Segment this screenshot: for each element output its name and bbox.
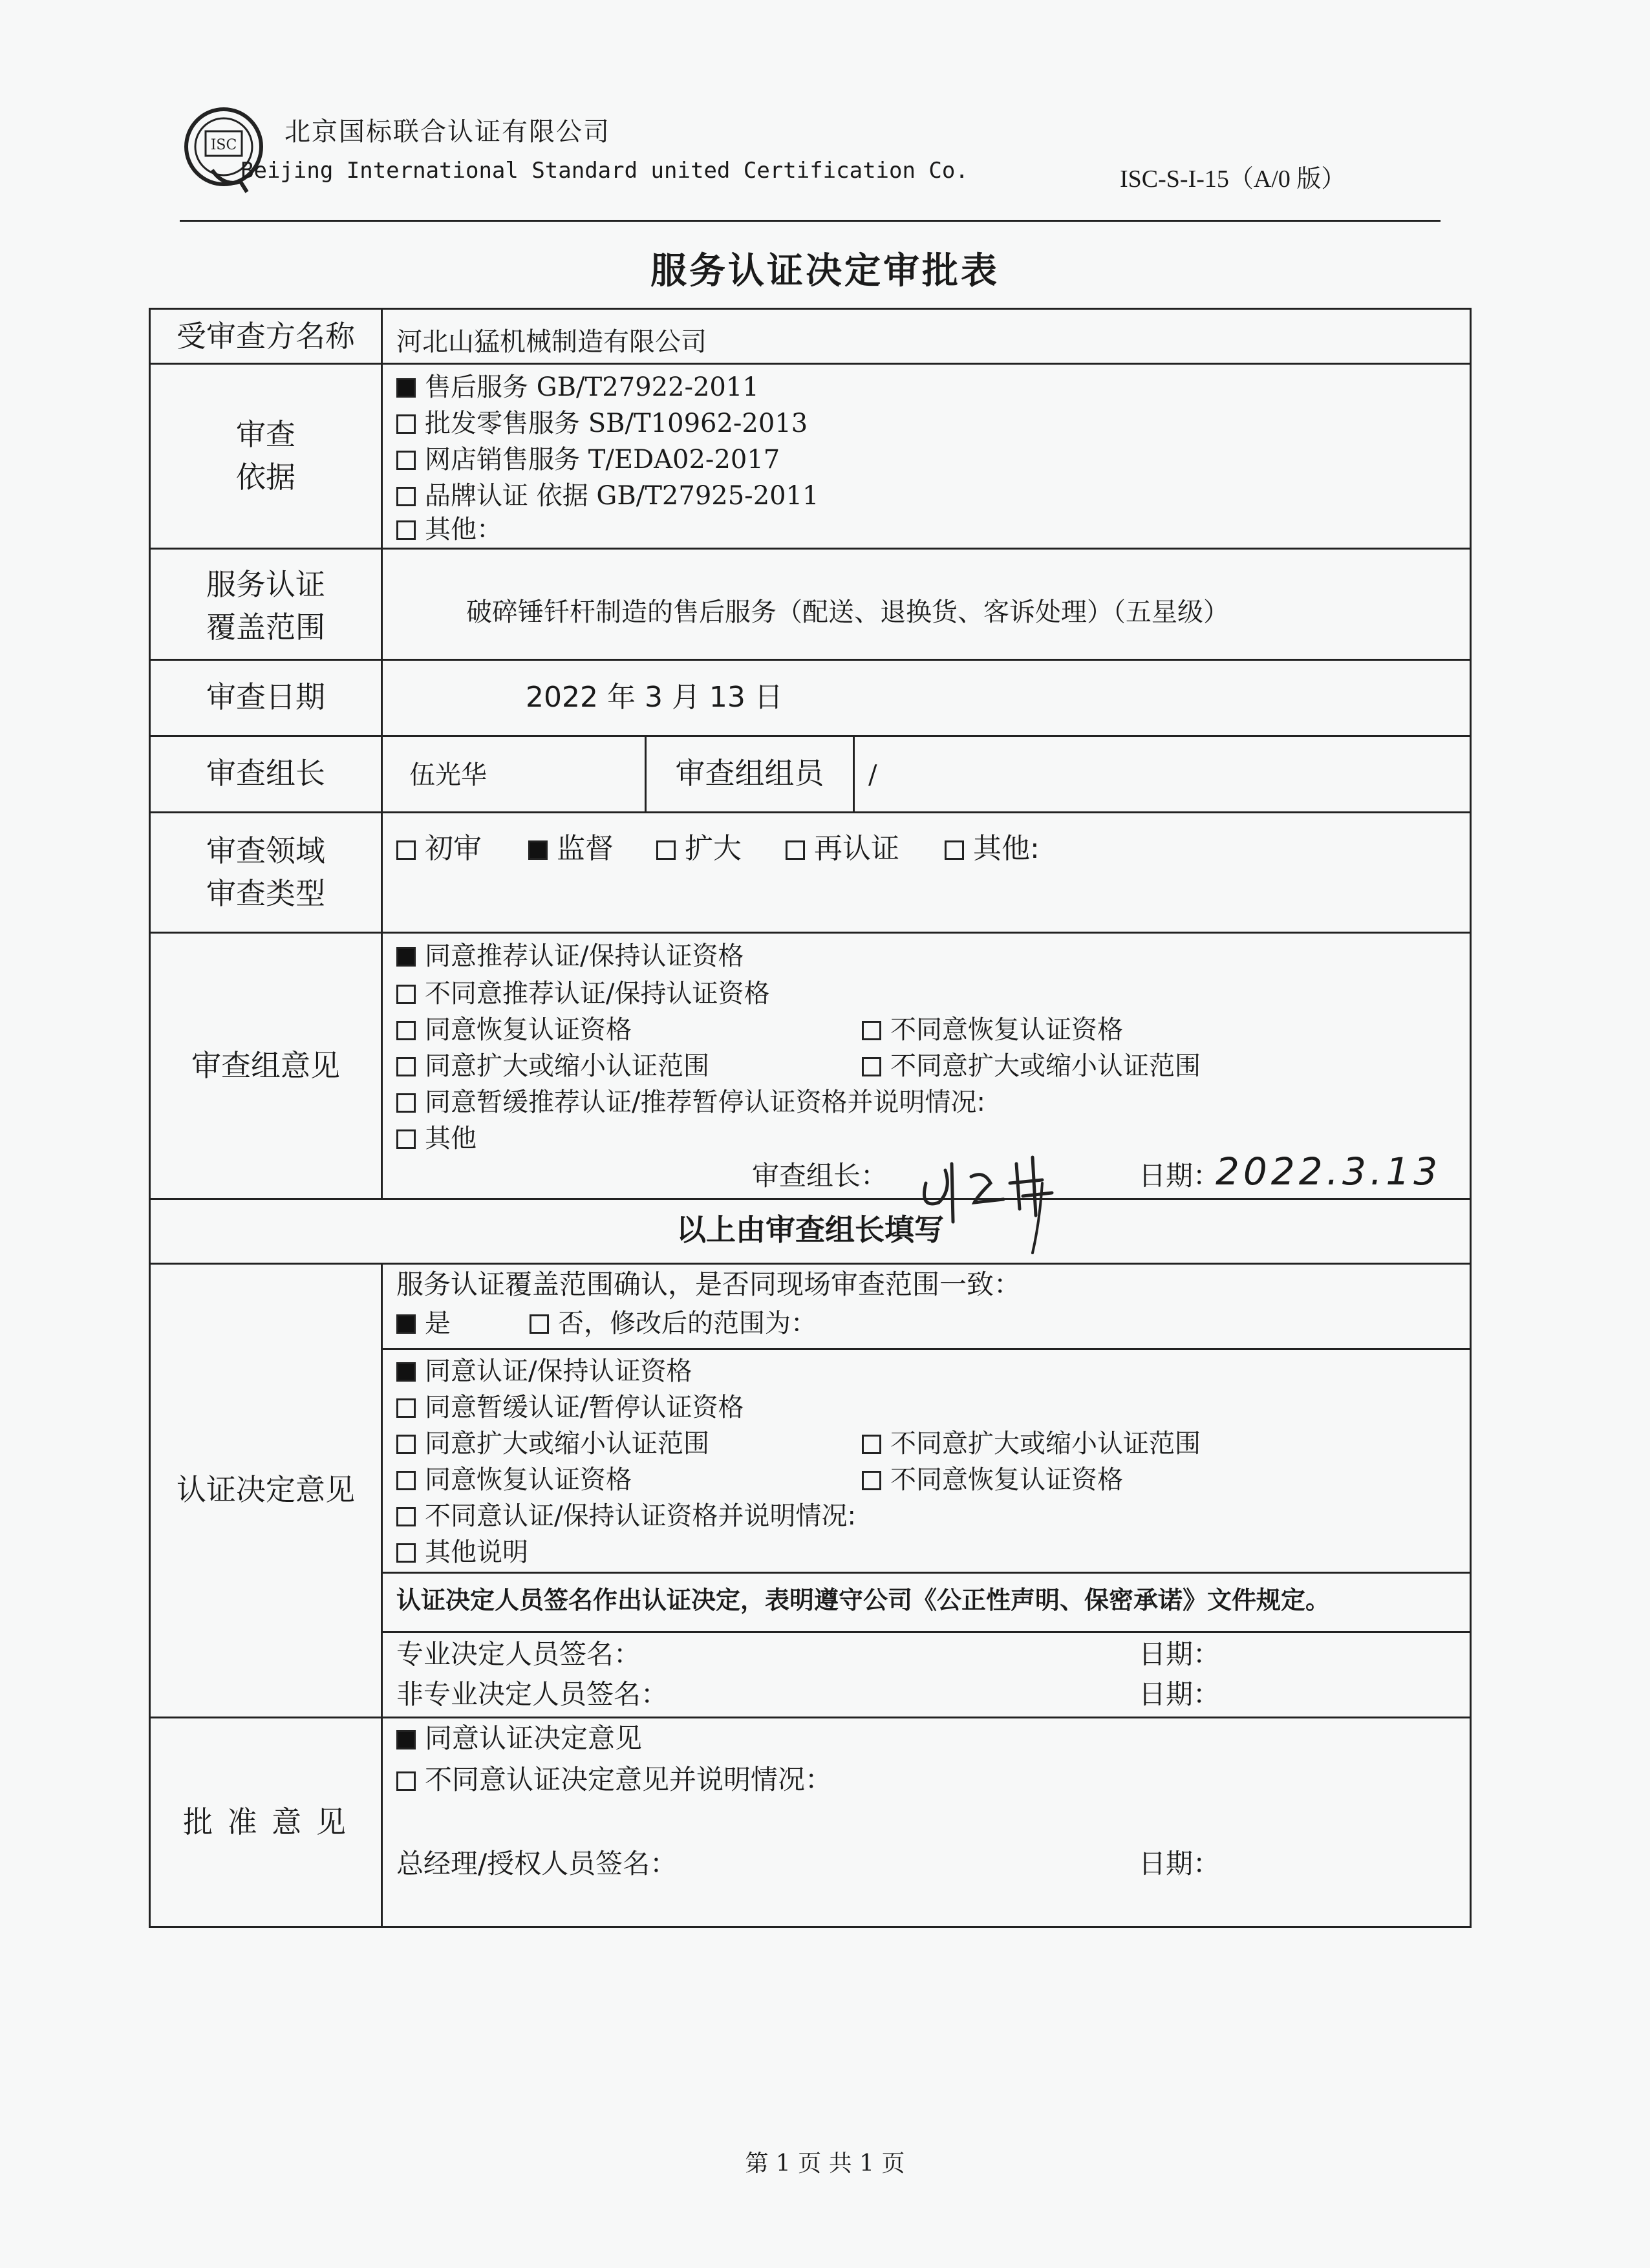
checkbox-unchecked[interactable] xyxy=(396,985,416,1004)
checkbox-unchecked[interactable] xyxy=(945,840,964,860)
opinion-item[interactable]: 不同意恢复认证资格 xyxy=(862,1012,1123,1048)
checkbox-unchecked[interactable] xyxy=(396,414,416,434)
opinion-item[interactable]: 其他 xyxy=(396,1120,477,1157)
leader-label: 审查组长 xyxy=(206,756,325,791)
checkbox-unchecked[interactable] xyxy=(396,1093,416,1113)
member-label: 审查组组员 xyxy=(675,756,824,791)
basis-label-2: 依据 xyxy=(236,460,295,495)
auditee-label: 受审查方名称 xyxy=(177,319,355,354)
header-divider xyxy=(180,220,1441,222)
decision-item[interactable]: 同意扩大或缩小认证范围 xyxy=(396,1426,709,1462)
leader-value: 伍光华 xyxy=(409,760,487,790)
basis-item[interactable]: 网店销售服务 T/EDA02-2017 xyxy=(396,442,780,478)
member-value: / xyxy=(868,760,877,790)
checkbox-checked[interactable] xyxy=(396,1314,416,1334)
type-option[interactable]: 初审 xyxy=(396,831,482,867)
checkbox-unchecked[interactable] xyxy=(786,840,805,860)
checkbox-unchecked[interactable] xyxy=(530,1314,549,1334)
leader-sign-label: 审查组长： xyxy=(752,1160,888,1192)
decision-item[interactable]: 不同意恢复认证资格 xyxy=(862,1462,1123,1498)
type-option[interactable]: 再认证 xyxy=(786,831,899,867)
checkbox-checked[interactable] xyxy=(396,1362,416,1382)
nonpro-date-label: 日期： xyxy=(1139,1678,1221,1710)
opinion-item[interactable]: 同意扩大或缩小认证范围 xyxy=(396,1048,709,1084)
date-label: 审查日期 xyxy=(206,679,325,714)
checkbox-unchecked[interactable] xyxy=(396,840,416,860)
checkbox-unchecked[interactable] xyxy=(396,1543,416,1563)
basis-item[interactable]: 批发零售服务 SB/T10962-2013 xyxy=(396,405,808,442)
scope-label-2: 覆盖范围 xyxy=(206,610,325,645)
scope-no-option[interactable]: 否，修改后的范围为： xyxy=(530,1305,817,1342)
checkbox-unchecked[interactable] xyxy=(396,1057,416,1076)
checkbox-unchecked[interactable] xyxy=(396,1129,416,1149)
decision-item[interactable]: 不同意扩大或缩小认证范围 xyxy=(862,1426,1201,1462)
logo-text: ISC xyxy=(210,137,237,153)
checkbox-unchecked[interactable] xyxy=(396,1021,416,1040)
type-option[interactable]: 监督 xyxy=(528,831,614,867)
approval-item[interactable]: 不同意认证决定意见并说明情况： xyxy=(396,1762,832,1798)
opinion-item[interactable]: 同意推荐认证/保持认证资格 xyxy=(396,938,744,974)
type-option[interactable]: 其他: xyxy=(945,831,1040,867)
approval-form-table xyxy=(149,308,1472,1928)
scope-value: 破碎锤钎杆制造的售后服务（配送、退换货、客诉处理）（五星级） xyxy=(466,597,1229,627)
decision-label: 认证决定意见 xyxy=(177,1472,355,1507)
decision-statement: 认证决定人员签名作出认证决定，表明遵守公司《公正性声明、保密承诺》文件规定。 xyxy=(396,1586,1331,1614)
nonpro-sign-label: 非专业决定人员签名： xyxy=(396,1678,669,1710)
team-opinion-label: 审查组意见 xyxy=(191,1048,340,1083)
handwritten-date: 2022.3.13 xyxy=(1216,1150,1442,1193)
checkbox-unchecked[interactable] xyxy=(396,1398,416,1418)
company-name-cn: 北京国标联合认证有限公司 xyxy=(284,117,610,147)
checkbox-unchecked[interactable] xyxy=(656,840,676,860)
pro-sign-label: 专业决定人员签名： xyxy=(396,1638,641,1670)
basis-item[interactable]: 其他： xyxy=(396,511,502,548)
filled-by-note: 以上由审查组长填写 xyxy=(676,1212,944,1247)
gm-sign-label: 总经理/授权人员签名： xyxy=(396,1848,678,1879)
checkbox-unchecked[interactable] xyxy=(396,451,416,470)
document-number: ISC-S-I-15（A/0 版） xyxy=(1120,166,1346,193)
pro-date-label: 日期： xyxy=(1139,1638,1221,1670)
opinion-date-label: 日期： xyxy=(1139,1160,1221,1192)
approval-label: 批 准 意 见 xyxy=(183,1804,348,1839)
leader-handwritten-signature xyxy=(913,1144,1075,1254)
checkbox-checked[interactable] xyxy=(396,378,416,398)
auditee-value: 河北山猛机械制造有限公司 xyxy=(396,327,707,357)
type-label-1: 审查领域 xyxy=(206,833,325,868)
opinion-item[interactable]: 不同意扩大或缩小认证范围 xyxy=(862,1048,1201,1084)
scope-yes-option[interactable]: 是 xyxy=(396,1305,451,1342)
checkbox-unchecked[interactable] xyxy=(396,1471,416,1490)
type-label-2: 审查类型 xyxy=(206,876,325,911)
checkbox-unchecked[interactable] xyxy=(862,1057,881,1076)
basis-item[interactable]: 品牌认证 依据 GB/T27925-2011 xyxy=(396,478,819,514)
opinion-item[interactable]: 同意暂缓推荐认证/推荐暂停认证资格并说明情况: xyxy=(396,1084,985,1120)
checkbox-checked[interactable] xyxy=(396,947,416,967)
opinion-item[interactable]: 不同意推荐认证/保持认证资格 xyxy=(396,976,769,1012)
decision-item[interactable]: 同意认证/保持认证资格 xyxy=(396,1353,692,1389)
checkbox-checked[interactable] xyxy=(528,840,548,860)
page-footer: 第 1 页 共 1 页 xyxy=(745,2150,905,2177)
date-value: 2022 年 3 月 13 日 xyxy=(526,681,783,714)
checkbox-unchecked[interactable] xyxy=(862,1021,881,1040)
checkbox-unchecked[interactable] xyxy=(862,1471,881,1490)
basis-label-1: 审查 xyxy=(236,417,295,452)
scope-confirm-question: 服务认证覆盖范围确认，是否同现场审查范围一致： xyxy=(396,1268,1022,1300)
approval-date-label: 日期： xyxy=(1139,1848,1221,1879)
checkbox-unchecked[interactable] xyxy=(396,1435,416,1454)
type-option[interactable]: 扩大 xyxy=(656,831,742,867)
company-name-en: Beijing International Standard united Certification Co. xyxy=(241,158,969,184)
approval-item[interactable]: 同意认证决定意见 xyxy=(396,1720,642,1757)
checkbox-unchecked[interactable] xyxy=(396,487,416,506)
basis-item[interactable]: 售后服务 GB/T27922-2011 xyxy=(396,369,759,405)
checkbox-unchecked[interactable] xyxy=(396,520,416,540)
form-title: 服务认证决定审批表 xyxy=(650,250,1000,292)
checkbox-unchecked[interactable] xyxy=(396,1771,416,1791)
decision-item[interactable]: 其他说明 xyxy=(396,1534,528,1570)
checkbox-unchecked[interactable] xyxy=(396,1507,416,1526)
decision-item[interactable]: 同意恢复认证资格 xyxy=(396,1462,632,1498)
scope-label-1: 服务认证 xyxy=(206,567,325,602)
checkbox-unchecked[interactable] xyxy=(862,1435,881,1454)
checkbox-checked[interactable] xyxy=(396,1730,416,1749)
decision-item[interactable]: 不同意认证/保持认证资格并说明情况: xyxy=(396,1498,856,1534)
opinion-item[interactable]: 同意恢复认证资格 xyxy=(396,1012,632,1048)
decision-item[interactable]: 同意暂缓认证/暂停认证资格 xyxy=(396,1389,744,1426)
